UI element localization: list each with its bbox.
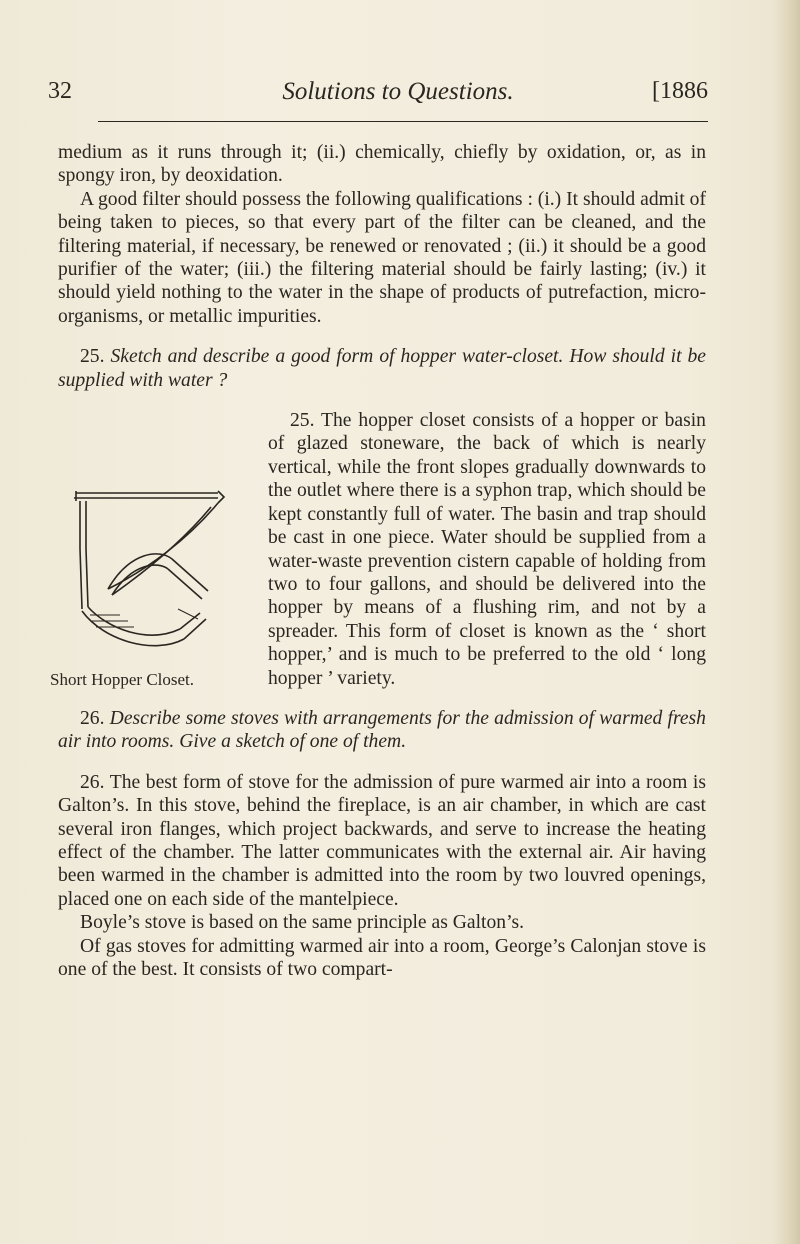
body-text <box>50 141 706 981</box>
paragraph-filter-continuation: medium as it runs through it; (ii.) chemically, chiefly by oxidation, or, as in spongy iron, by deoxidation. <box>58 142 706 187</box>
answer-26 <box>58 771 706 911</box>
page-header <box>48 72 708 112</box>
question-25-text: Sketch and describe a good form of hopper water-closet. How should it be supplied with water ? <box>58 346 706 391</box>
paragraph-boyle-stove: Boyle’s stove is based on the same principle as Galton’s. <box>80 912 525 934</box>
paragraph-gas-stoves: Of gas stoves for admitting warmed air into a room, George’s Calonjan stove is one of the best. It consists of two compart- <box>58 935 706 980</box>
figure-caption: Short Hopper Closet. <box>50 669 195 689</box>
question-26 <box>58 707 706 754</box>
paragraph-filter-qualifications: A good filter should possess the following qualifications : (i.) It should admit of being taken to pieces, so that every part of the filter can be cleaned, and the filtering material, if necessary, be renewed or renovated ; (ii.) it should be a good purifier of the water; (iii.) the filtering material should be fairly lasting; (iv.) it should yield nothing to the water in the shape of products of putrefaction, micro-organisms, or metallic impurities. <box>58 188 706 327</box>
page-edge-shading <box>772 0 800 1244</box>
running-title: Solutions to Questions. <box>282 78 514 105</box>
question-25 <box>58 345 706 392</box>
question-26-number: 26. <box>80 707 105 729</box>
answer-25 <box>50 409 706 690</box>
hopper-closet-sketch-icon <box>68 479 238 649</box>
question-25-number: 25. <box>80 346 105 368</box>
header-rule <box>98 121 708 122</box>
question-26-text: Describe some stoves with arrangements for the admission of warmed fresh air into rooms. Give a sketch of one of them. <box>58 707 706 753</box>
answer-25-text: The hopper closet consists of a hopper or basin of glazed stoneware, the back of which is nearly vertical, while the front slopes gradually downwards to the outlet where there is a syphon trap, which should be kept constantly full of water. The basin and trap should be cast in one piece. Water should be supplied from a water-waste prevention cistern capable of holding from two to four gallons, and should be delivered into the hopper by means of a flushing rim, and not by a spreader. This form of closet is known as the ‘ short hopper,’ and is much to be preferred to the old ‘ long hopper ’ variety. <box>268 410 706 689</box>
answer-26-text: The best form of stove for the admission of pure warmed air into a room is Galton’s. In this stove, behind the fireplace, is an air chamber, in which are cast several iron flanges, which project backwards, and serve to increase the heating effect of the chamber. The latter communicates with the external air. Air having been warmed in the chamber is admitted into the room by two louvred openings, placed one on each side of the mantelpiece. <box>58 771 706 910</box>
answer-25-number: 25. <box>290 410 315 432</box>
answer-26-number: 26. <box>80 771 105 793</box>
hopper-closet-figure <box>50 479 258 691</box>
header-year: [1886 <box>652 78 708 104</box>
page-number: 32 <box>48 78 72 104</box>
